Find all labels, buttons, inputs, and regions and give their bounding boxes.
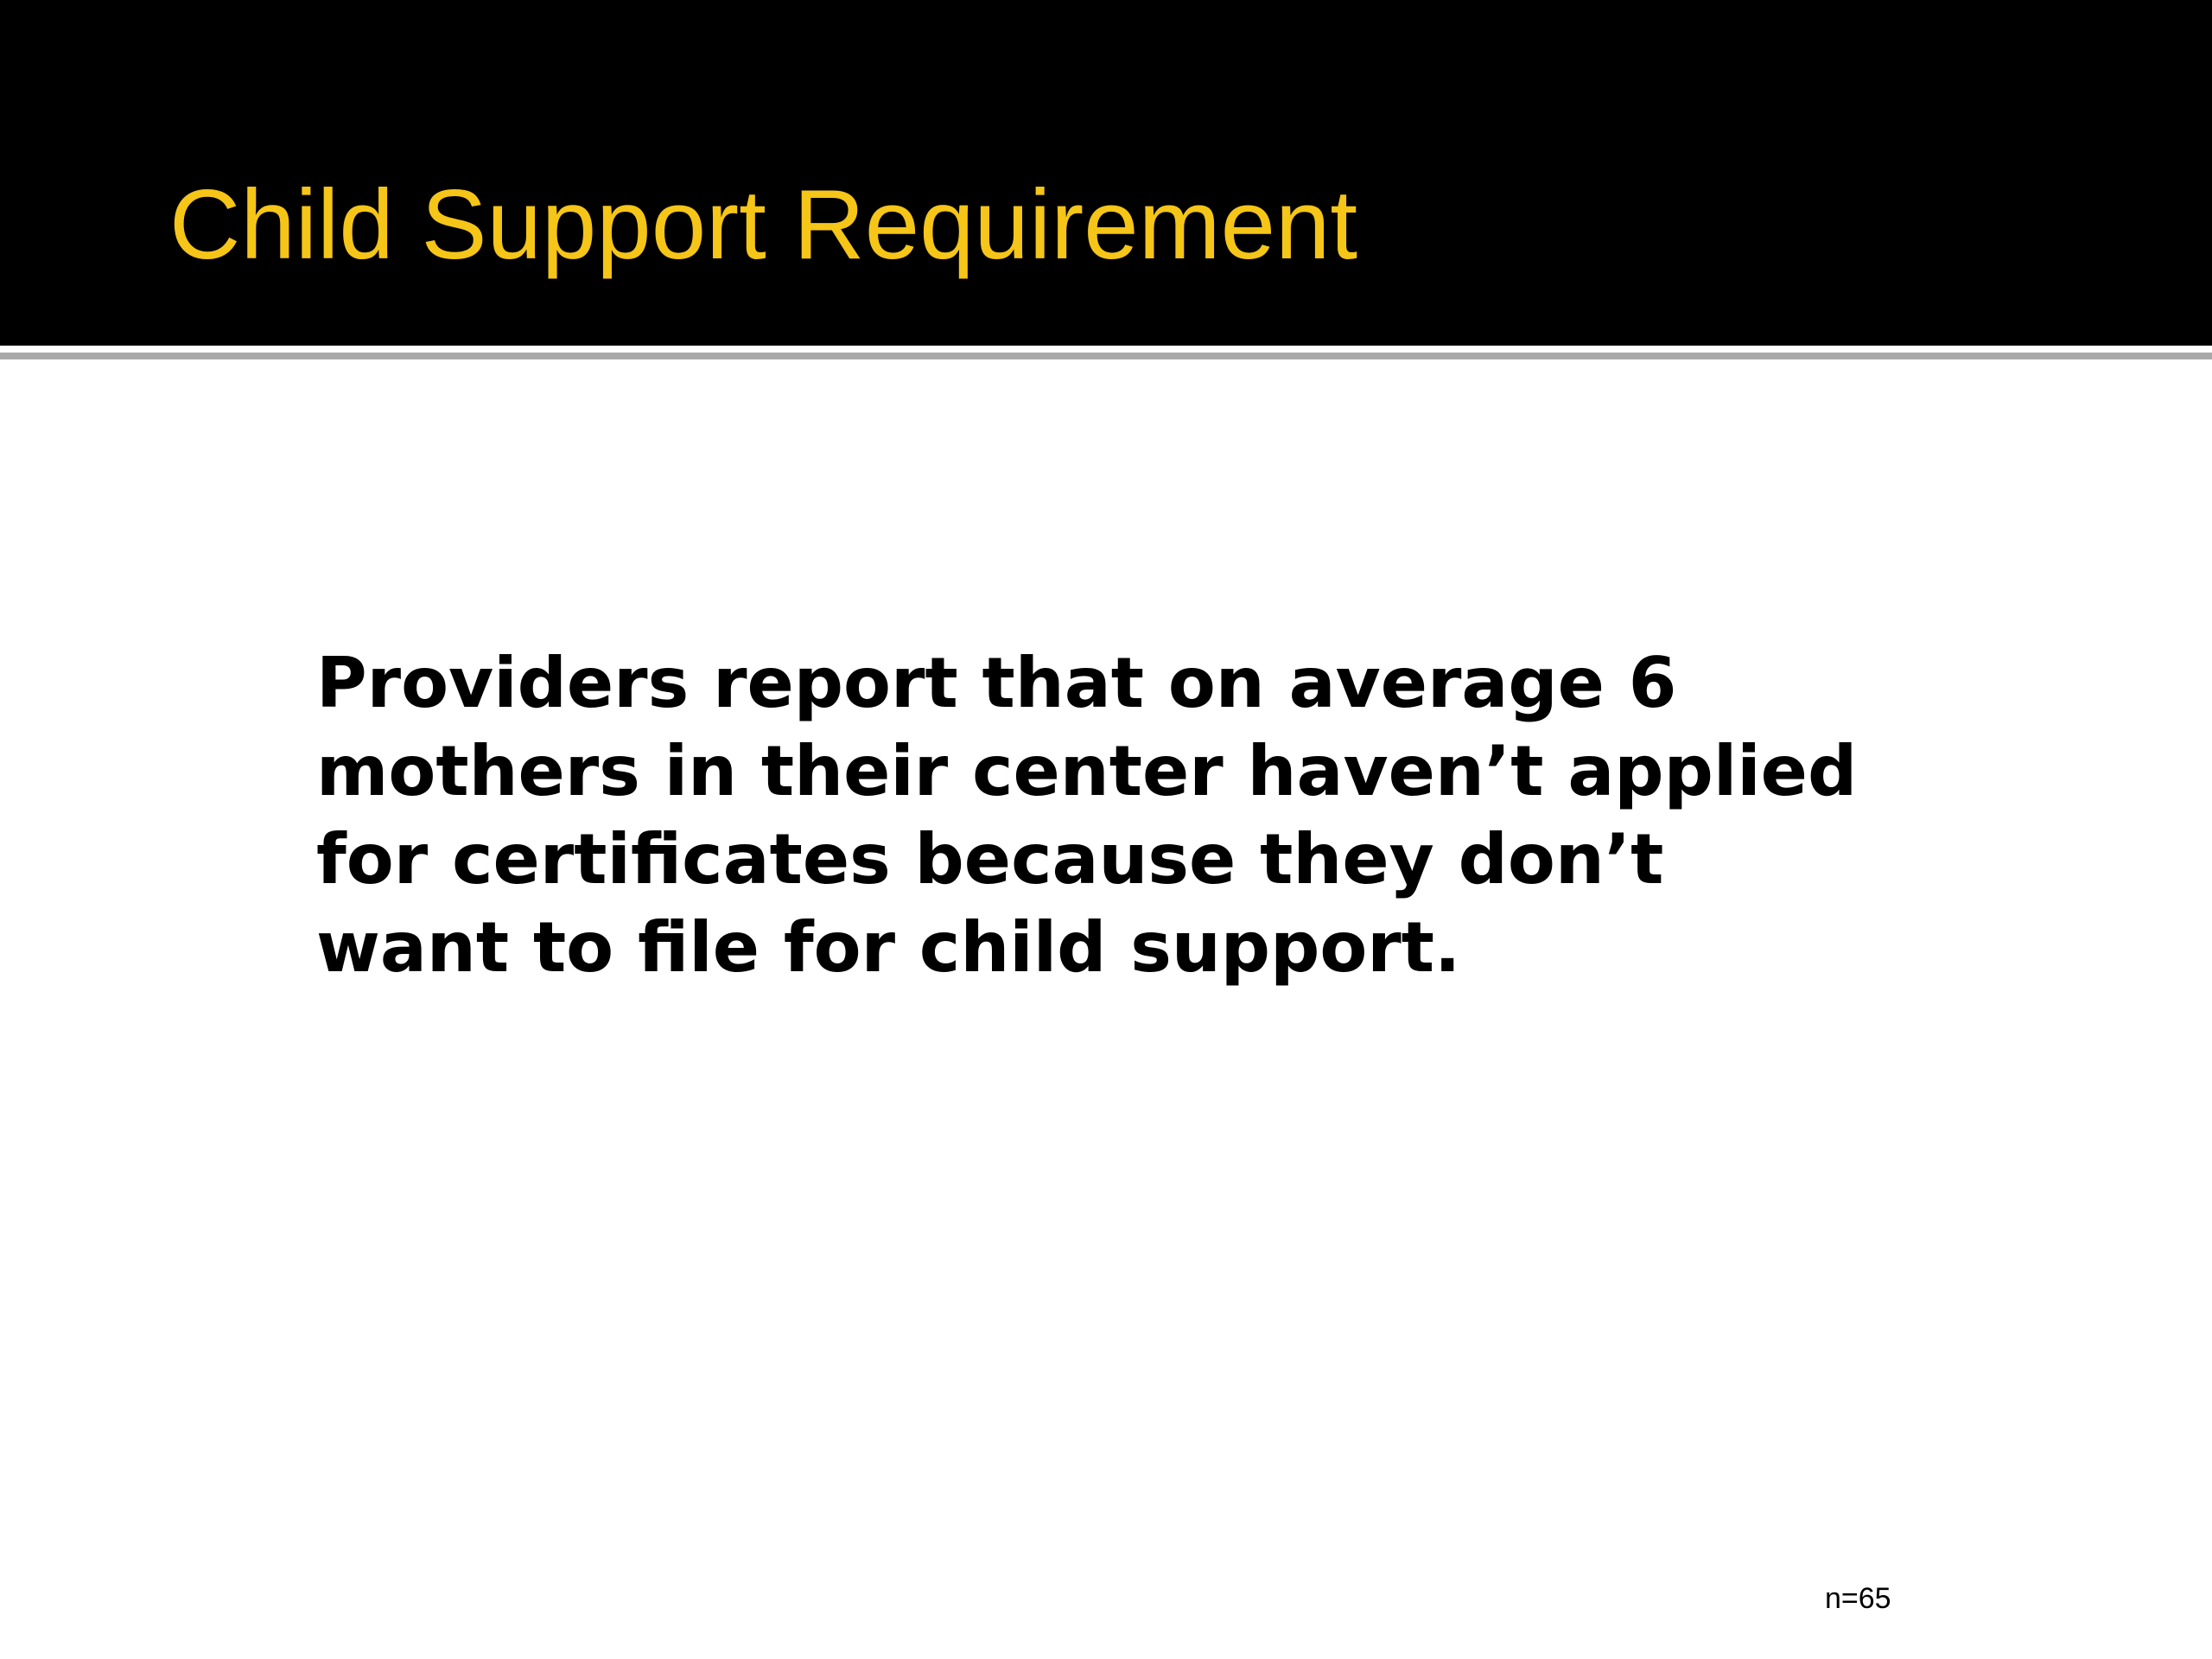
- sample-size-footnote: n=65: [1825, 1582, 1891, 1615]
- title-divider: [0, 353, 2212, 359]
- title-divider-light: [0, 346, 2212, 353]
- slide-body-text: Providers report that on average 6 mothers in their center haven’t applied for certificates because they don’t want to file for child support.: [316, 643, 1858, 988]
- slide-title: Child Support Requirement: [169, 170, 1358, 280]
- title-bar: [0, 0, 2212, 346]
